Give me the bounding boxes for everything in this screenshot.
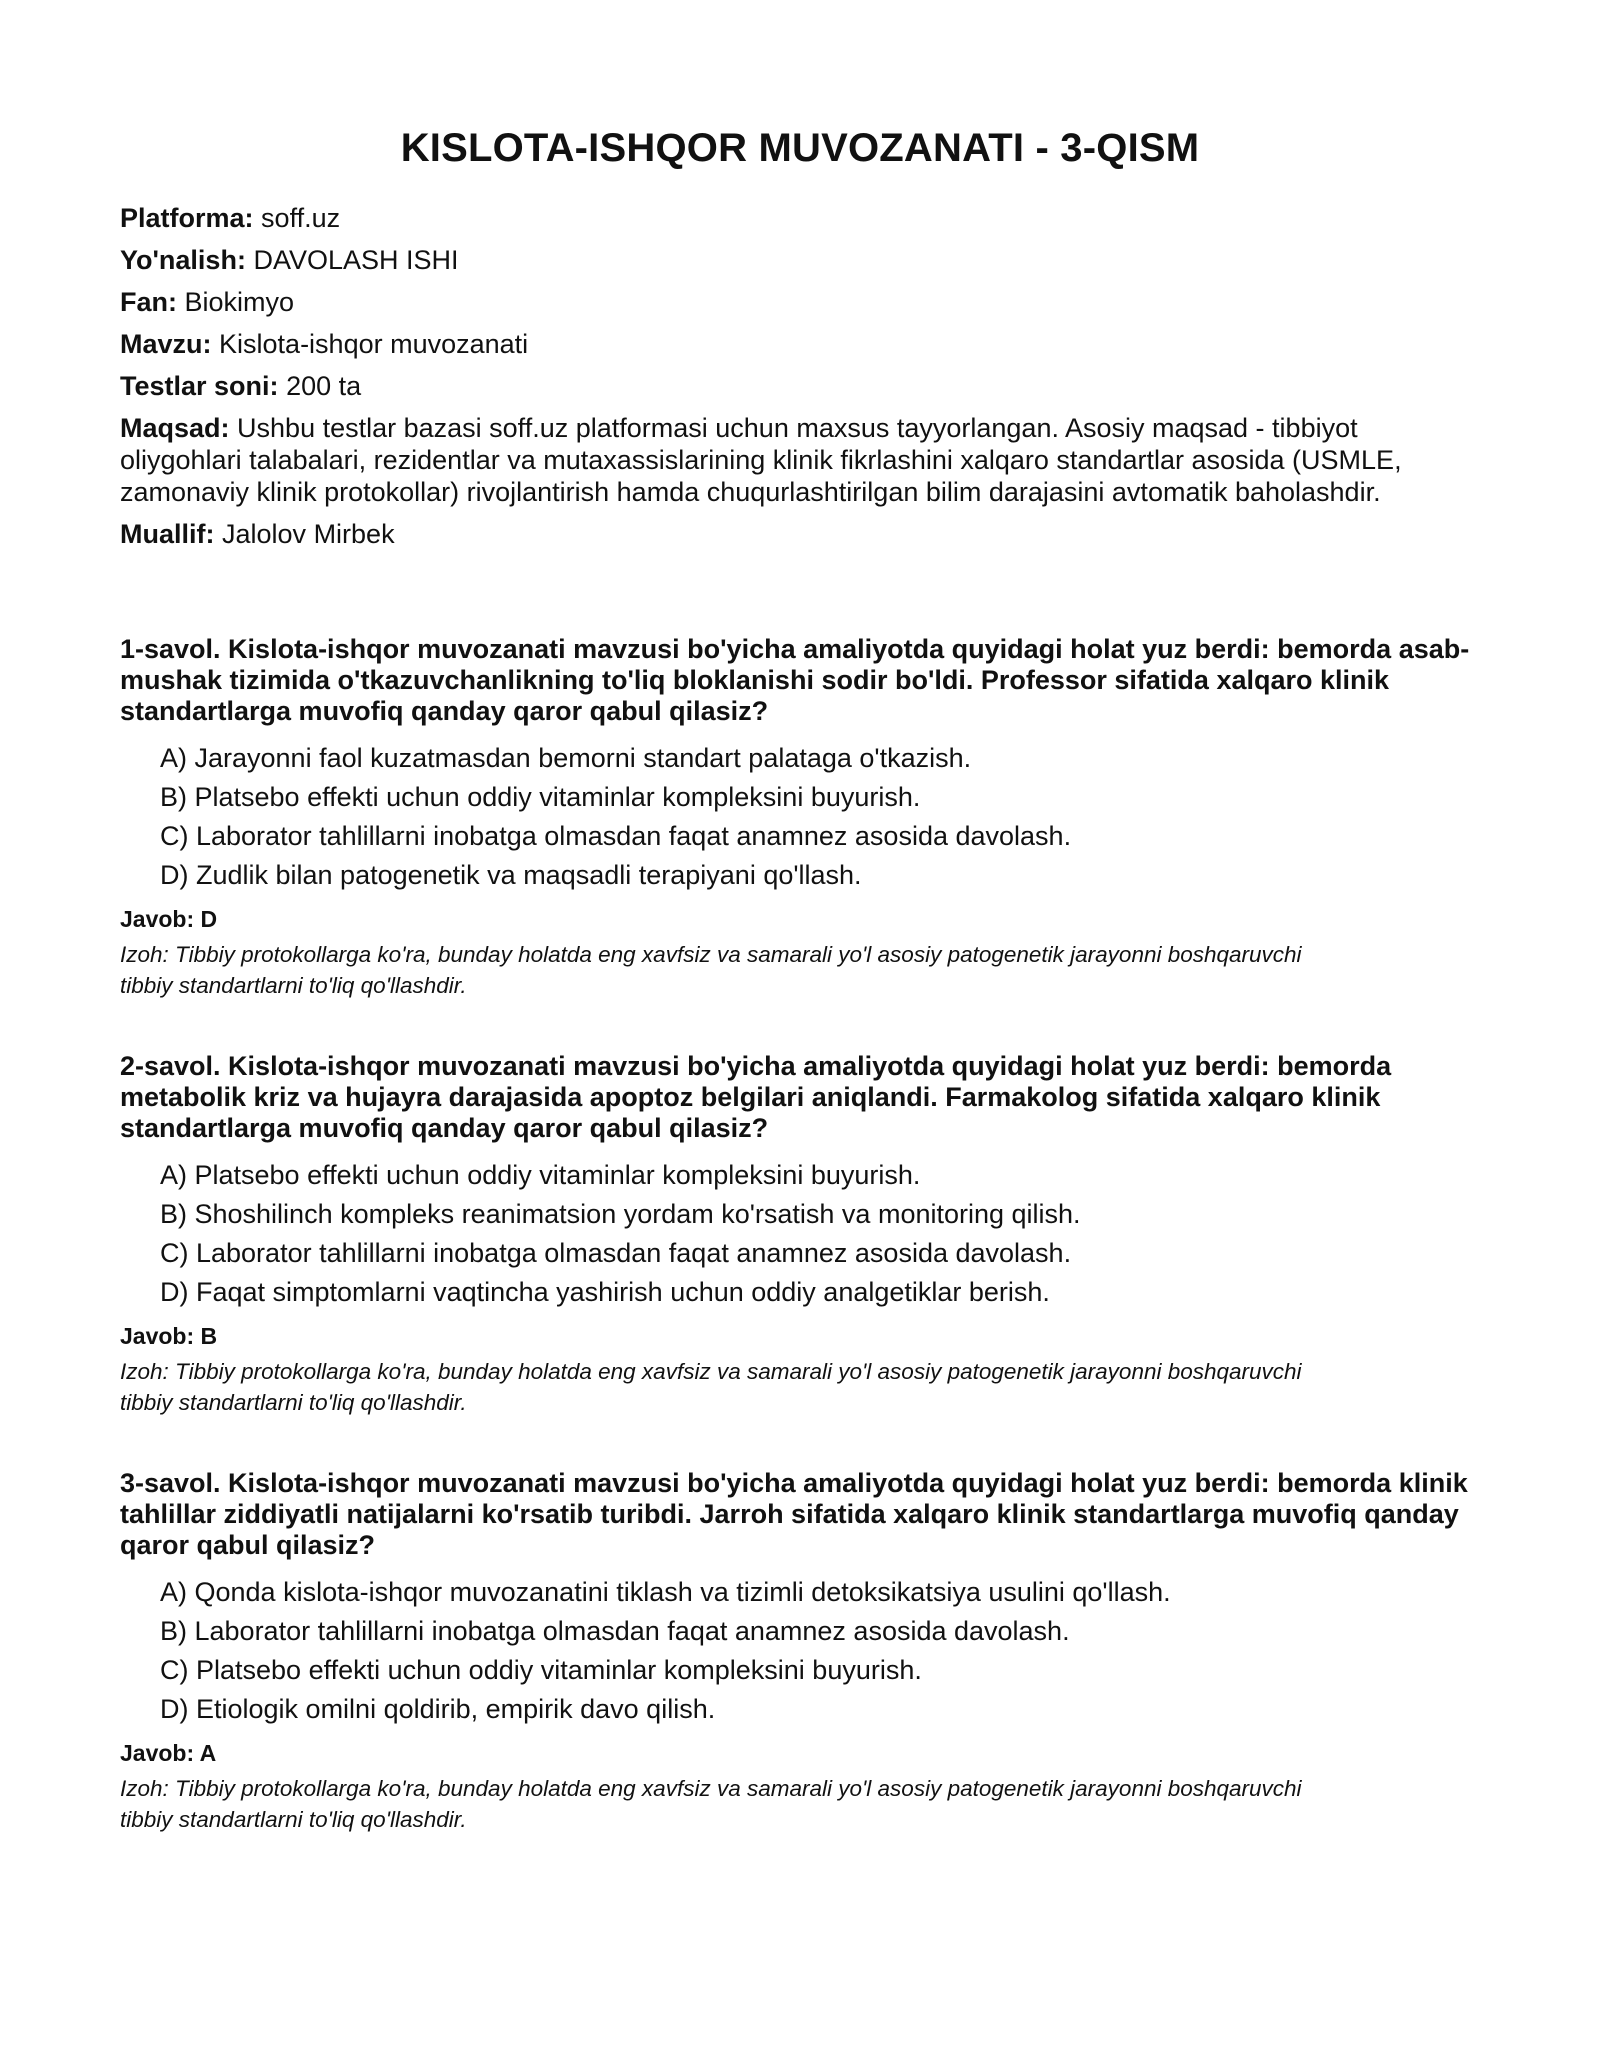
correct-answer: Javob: A [120, 1740, 217, 1766]
option-d: D) Etiologik omilni qoldirib, empirik davo qilish. [160, 1694, 716, 1724]
meta-goal [120, 412, 1460, 508]
meta-key: Yo'nalish: [120, 245, 246, 275]
meta-value: Biokimyo [184, 287, 295, 317]
option-c: C) Laborator tahlillarni inobatga olmasdan faqat anamnez asosida davolash. [160, 821, 1072, 851]
option-a: A) Jarayonni faol kuzatmasdan bemorni standart palataga o'tkazish. [160, 743, 972, 773]
option-d: D) Faqat simptomlarni vaqtincha yashirish uchun oddiy analgetiklar berish. [160, 1277, 1050, 1307]
meta-value: DAVOLASH ISHI [253, 245, 459, 275]
meta-key: Platforma: [120, 203, 254, 233]
meta-value: Ushbu testlar bazasi soff.uz platformasi uchun maxsus tayyorlangan. Asosiy maqsad - tibbiyot oliygohlari talabalari, rezidentlar va mutaxassislarining klinik fikrlashini xalqaro standartlar asosida (USMLE, zamonaviy klinik protokollar) rivojlantirish hamda chuqurlashtirilgan bilim darajasini avtomatik baholashdir. [120, 413, 1402, 507]
option-b: B) Laborator tahlillarni inobatga olmasdan faqat anamnez asosida davolash. [160, 1616, 1070, 1646]
option-a: A) Platsebo effekti uchun oddiy vitaminlar kompleksini buyurish. [160, 1160, 921, 1190]
question-text: 2-savol. Kislota-ishqor muvozanati mavzusi bo'yicha amaliyotda quyidagi holat yuz berdi: bemorda metabolik kriz va hujayra darajasida apoptoz belgilari aniqlandi. Farmakolog sifatida xalqaro klinik standartlarga muvofiq qanday qaror qabul qilasiz? [120, 1051, 1392, 1143]
meta-platform [120, 202, 1480, 234]
meta-key: Maqsad: [120, 413, 230, 443]
meta-topic [120, 328, 1480, 360]
question-block-1 [120, 634, 1480, 1001]
meta-value: Jalolov Mirbek [222, 519, 395, 549]
question-block-3 [120, 1468, 1480, 1835]
question-block-2 [120, 1051, 1480, 1418]
answer-explanation: Izoh: Tibbiy protokollarga ko'ra, bunday holatda eng xavfsiz va samarali yo'l asosiy patogenetik jarayonni boshqaruvchi tibbiy standartlarni to'liq qo'llashdir. [120, 1359, 1302, 1415]
meta-value: soff.uz [261, 203, 341, 233]
correct-answer: Javob: B [120, 1323, 218, 1349]
question-text: 3-savol. Kislota-ishqor muvozanati mavzusi bo'yicha amaliyotda quyidagi holat yuz berdi: bemorda klinik tahlillar ziddiyatli natijalarni ko'rsatib turibdi. Jarroh sifatida xalqaro klinik standartlarga muvofiq qanday qaror qabul qilasiz? [120, 1468, 1468, 1560]
answer-options [120, 1573, 1480, 1729]
correct-answer: Javob: D [120, 906, 218, 932]
meta-direction [120, 244, 1480, 276]
answer-explanation: Izoh: Tibbiy protokollarga ko'ra, bunday holatda eng xavfsiz va samarali yo'l asosiy patogenetik jarayonni boshqaruvchi tibbiy standartlarni to'liq qo'llashdir. [120, 1776, 1302, 1832]
answer-options [120, 739, 1480, 895]
meta-test-count [120, 370, 1480, 402]
answer-options [120, 1156, 1480, 1312]
meta-key: Muallif: [120, 519, 215, 549]
option-a: A) Qonda kislota-ishqor muvozanatini tiklash va tizimli detoksikatsiya usulini qo'llash. [160, 1577, 1171, 1607]
document-page [120, 118, 1480, 1835]
option-b: B) Shoshilinch kompleks reanimatsion yordam ko'rsatish va monitoring qilish. [160, 1199, 1081, 1229]
meta-value: 200 ta [286, 371, 362, 401]
option-c: C) Laborator tahlillarni inobatga olmasdan faqat anamnez asosida davolash. [160, 1238, 1072, 1268]
meta-block [120, 202, 1480, 550]
option-c: C) Platsebo effekti uchun oddiy vitaminlar kompleksini buyurish. [160, 1655, 922, 1685]
meta-author [120, 518, 1480, 550]
answer-explanation: Izoh: Tibbiy protokollarga ko'ra, bunday holatda eng xavfsiz va samarali yo'l asosiy patogenetik jarayonni boshqaruvchi tibbiy standartlarni to'liq qo'llashdir. [120, 942, 1302, 998]
option-d: D) Zudlik bilan patogenetik va maqsadli terapiyani qo'llash. [160, 860, 862, 890]
document-title: KISLOTA-ISHQOR MUVOZANATI - 3-QISM [400, 126, 1200, 170]
meta-key: Testlar soni: [120, 371, 279, 401]
meta-subject [120, 286, 1480, 318]
question-text: 1-savol. Kislota-ishqor muvozanati mavzusi bo'yicha amaliyotda quyidagi holat yuz berdi: bemorda asab-mushak tizimida o'tkazuvchanlikning to'liq bloklanishi sodir bo'ldi. Professor sifatida xalqaro klinik standartlarga muvofiq qanday qaror qabul qilasiz? [120, 634, 1470, 726]
option-b: B) Platsebo effekti uchun oddiy vitaminlar kompleksini buyurish. [160, 782, 921, 812]
meta-value: Kislota-ishqor muvozanati [219, 329, 529, 359]
meta-key: Fan: [120, 287, 177, 317]
meta-key: Mavzu: [120, 329, 212, 359]
